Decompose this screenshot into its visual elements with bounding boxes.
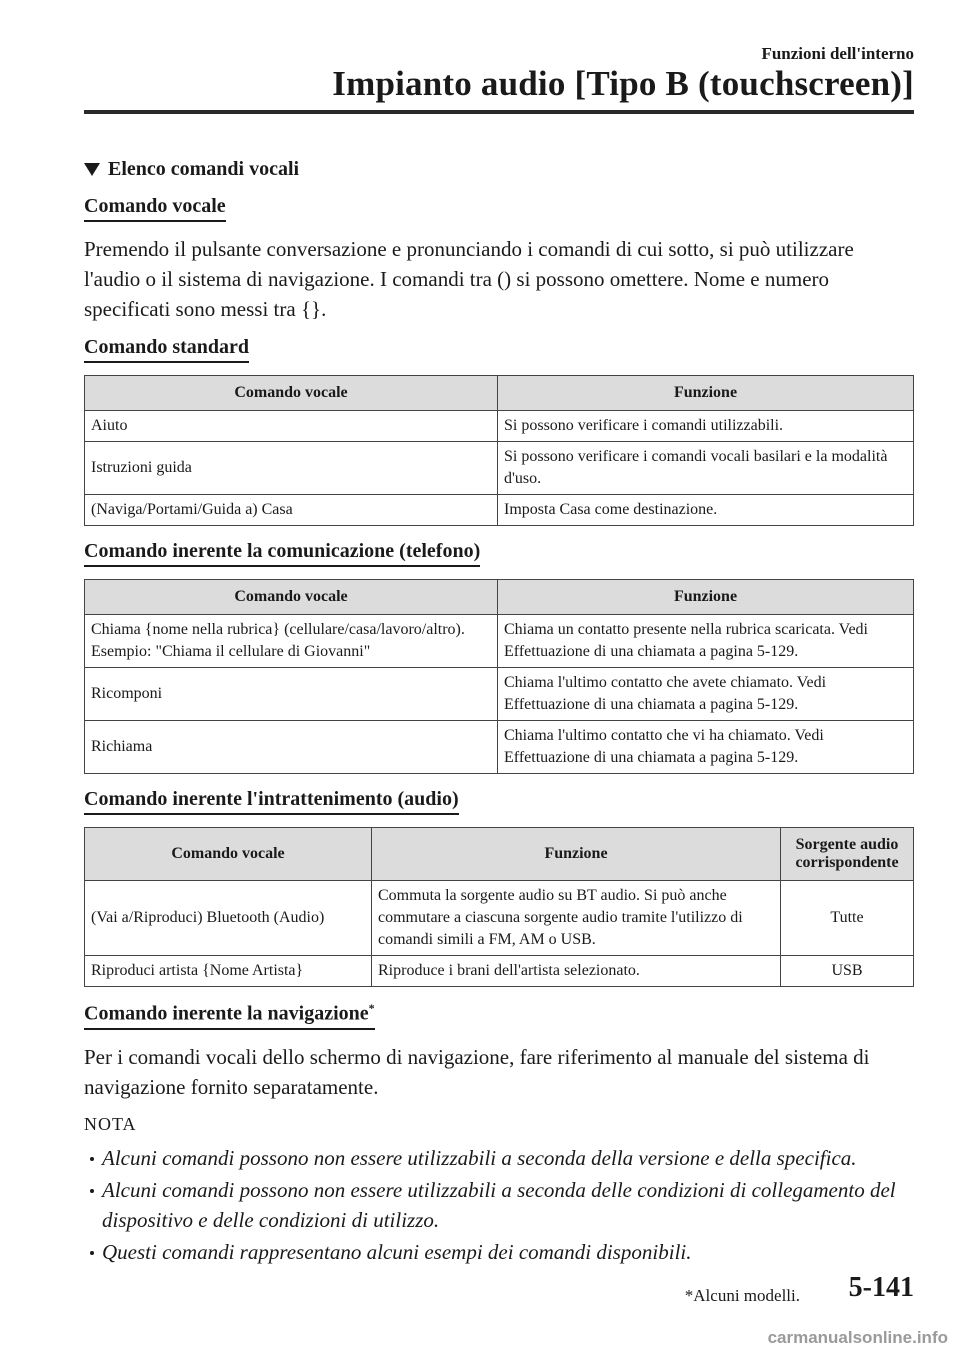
table-cell: Chiama l'ultimo contatto che vi ha chiamato. Vedi Effettuazione di una chiamata a pagina 5-129. [498,721,914,774]
bullet-icon [90,1157,94,1161]
section-heading [84,158,914,181]
table-row [85,721,914,774]
table-row [85,956,914,987]
note-list [84,1143,914,1267]
list-item [84,1237,914,1267]
subheading-navigazione [84,1001,375,1030]
watermark: carmanualsonline.info [767,1328,948,1347]
list-item [84,1143,914,1173]
table-cell: Tutte [781,881,914,956]
table-row [85,881,914,956]
table-cell: Chiama l'ultimo contatto che avete chiamato. Vedi Effettuazione di una chiamata a pagina 5-129. [498,668,914,721]
table-cell: Commuta la sorgente audio su BT audio. Si può anche commutare a ciascuna sorgente audio tramite l'utilizzo di comandi simili a FM, AM o USB. [372,881,781,956]
bullet-icon [90,1251,94,1255]
table-row [85,442,914,495]
table-header: Sorgente audio corrispondente [781,828,914,881]
table-header: Funzione [372,828,781,881]
table-cell: (Naviga/Portami/Guida a) Casa [85,495,498,526]
table-header: Funzione [498,580,914,615]
table-row [85,615,914,668]
table-cell: Ricomponi [85,668,498,721]
asterisk-mark: * [368,1001,375,1015]
table-row [85,495,914,526]
navigation-paragraph: Per i comandi vocali dello schermo di navigazione, fare riferimento al manuale del sistema di navigazione fornito separatamente. [84,1044,870,1099]
footnote: *Alcuni modelli. [684,1286,800,1305]
table-cell: Imposta Casa come destinazione. [498,495,914,526]
table-cell: (Vai a/Riproduci) Bluetooth (Audio) [85,881,372,956]
table-cell: Si possono verificare i comandi utilizzabili. [498,411,914,442]
list-item [84,1175,914,1235]
header-rule [84,110,914,114]
table-header: Comando vocale [85,580,498,615]
table-cell: Chiama {nome nella rubrica} (cellulare/casa/lavoro/altro). Esempio: "Chiama il cellulare di Giovanni" [85,615,498,668]
standard-commands-table [84,375,914,526]
subheading-navigazione-text: Comando inerente la navigazione [84,1002,369,1025]
intro-paragraph: Premendo il pulsante conversazione e pronunciando i comandi di cui sotto, si può utilizzare l'audio o il sistema di navigazione. I comandi tra () si possono omettere. Nome e numero specificati sono messi tra {}. [84,237,854,321]
bullet-icon [90,1189,94,1193]
table-cell: Richiama [85,721,498,774]
table-cell: Riproduci artista {Nome Artista} [85,956,372,987]
subheading-telefono: Comando inerente la comunicazione (telefono) [84,540,480,567]
table-header: Comando vocale [85,376,498,411]
list-item-text: Questi comandi rappresentano alcuni esempi dei comandi disponibili. [102,1239,692,1264]
header-section: Funzioni dell'interno [761,44,914,63]
header-title: Impianto audio [Tipo B (touchscreen)] [332,64,914,103]
list-item-text: Alcuni comandi possono non essere utilizzabili a seconda della versione e della specifica. [102,1145,857,1170]
table-cell: Aiuto [85,411,498,442]
audio-commands-table [84,827,914,987]
subheading-standard: Comando standard [84,336,249,363]
section-heading-text: Elenco comandi vocali [108,158,300,180]
subheading-comando-vocale: Comando vocale [84,195,226,222]
page-content [84,158,914,1269]
page-number: 5-141 [848,1272,914,1303]
table-cell: USB [781,956,914,987]
table-cell: Istruzioni guida [85,442,498,495]
phone-commands-table [84,579,914,774]
table-header: Comando vocale [85,828,372,881]
table-cell: Chiama un contatto presente nella rubrica scaricata. Vedi Effettuazione di una chiamata a pagina 5-129. [498,615,914,668]
table-header: Funzione [498,376,914,411]
table-cell: Riproduce i brani dell'artista selezionato. [372,956,781,987]
table-cell: Si possono verificare i comandi vocali basilari e la modalità d'uso. [498,442,914,495]
list-item-text: Alcuni comandi possono non essere utilizzabili a seconda delle condizioni di collegamento del dispositivo e delle condizioni di utilizzo. [102,1177,896,1232]
triangle-down-icon [84,163,100,176]
note-title: NOTA [84,1113,137,1134]
subheading-audio: Comando inerente l'intrattenimento (audio) [84,788,459,815]
table-row [85,668,914,721]
table-row [85,411,914,442]
